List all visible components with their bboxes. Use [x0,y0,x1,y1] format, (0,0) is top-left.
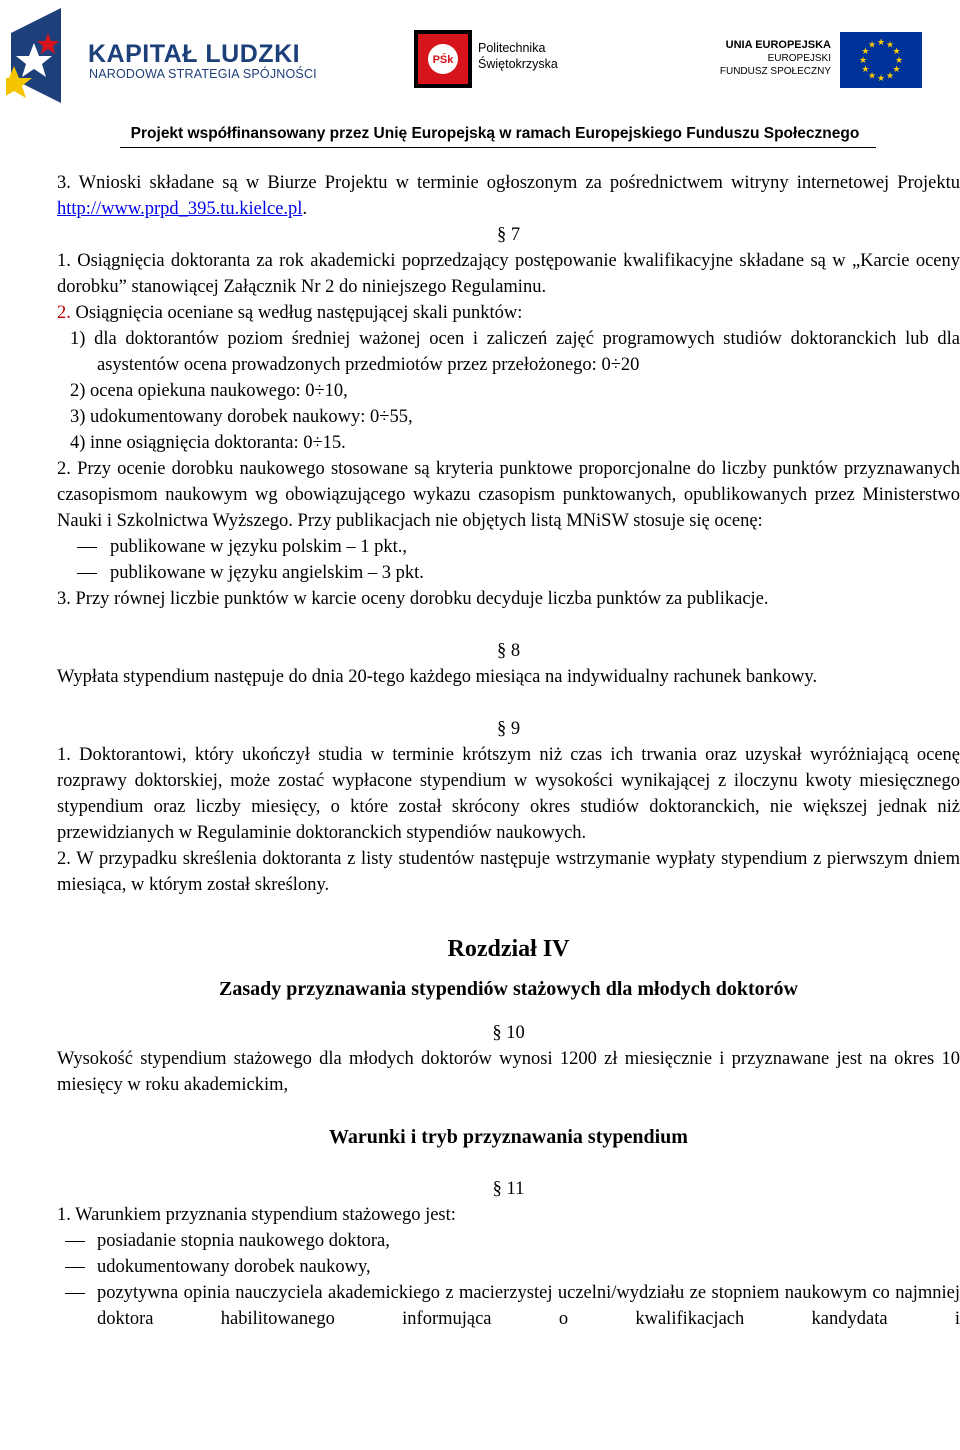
ue-text-block [700,39,831,78]
section-9-paragraph-2: 2. W przypadku skreślenia doktoranta z listy studentów następuje wstrzymanie wypłaty stypendium z pierwszym dniem miesiąca, w którym został skreślony. [57,849,960,895]
project-website-link[interactable]: http://www.prpd_395.tu.kielce.pl [57,199,303,219]
kapital-ludzki-subtitle: NARODOWA STRATEGIA SPÓJNOŚCI [89,67,317,81]
eu-star-icon: ★ [892,64,901,74]
dash-item: udokumentowany dorobek naukowy, [57,1254,960,1280]
eu-star-icon: ★ [885,70,895,81]
dash-item: publikowane w języku angielskim – 3 pkt. [57,560,960,586]
section-7-paragraph-2b: 2. Przy ocenie dorobku naukowego stosowane są kryteria punktowe proporcjonalne do liczby punktów przyznawanych czasopismom naukowym wg obowiązującego wykazu czasopism punktowanych, opublikowanych przez Ministerstwo Nauki i Szkolnictwa Wyższego. Przy publikacjach nie objętych listą MNiSW stosuje się ocenę: [57,459,960,531]
page-header [0,0,960,150]
section-8-paragraph: Wypłata stypendium następuje do dnia 20-tego każdego miesiąca na indywidualny rachunek bankowy. [57,667,818,687]
kapital-ludzki-logo-icon [6,8,76,103]
politechnika-name [478,40,558,72]
eu-star-icon: ★ [885,39,895,50]
chapter-subheading: Zasady przyznawania stypendiów stażowych dla młodych doktorów [219,978,798,1000]
text: 3. Wnioski składane są w Biurze Projektu w terminie ogłoszonym za pośrednictwem witryny internetowej Projektu [57,173,960,193]
conditions-subheading: Warunki i tryb przyznawania stypendium [329,1126,688,1148]
politechnika-line1: Politechnika [478,41,546,55]
section-11-heading: § 11 [492,1179,525,1199]
section-9-paragraph-1: 1. Doktorantowi, który ukończył studia w terminie krótszym niż czas ich trwania oraz uzyskał wyróżniającą ocenę rozprawy doktorskiej, może zostać wypłacone stypendium w wysokości wynikającej z iloczynu kwoty miesięcznego stypendium oraz liczby miesięcy, o które został skrócony okres studiów doktoranckich, nie większej jednak niż przewidzianych w Regulaminie doktoranckich stypendiów naukowych. [57,745,960,843]
paragraph-3-wnioski [57,170,960,222]
list-item: 1) dla doktorantów poziom średniej ważonej ocen i zaliczeń zajęć programowych studiów doktoranckich lub dla asystentów ocena prowadzonych przedmiotów przez przełożonego: 0÷20 [70,329,960,375]
eu-star-icon: ★ [894,55,904,65]
eu-star-icon: ★ [861,46,870,56]
text: . [302,199,308,219]
section-10-paragraph: Wysokość stypendium stażowego dla młodych doktorów wynosi 1200 zł miesięcznie i przyznawane jest na okres 10 miesięcy w roku akademickim, [57,1049,960,1095]
politechnika-logo-icon [414,30,472,88]
ue-line2: EUROPEJSKI [767,53,831,64]
dash-item: publikowane w języku polskim – 1 pkt., [57,534,960,560]
eu-star-icon: ★ [876,37,886,47]
project-cofinancing-line: Projekt współfinansowany przez Unię Europejską w ramach Europejskiego Funduszu Społecznego [130,125,860,142]
section-7-paragraph-3: 3. Przy równej liczbie punktów w karcie oceny dorobku decyduje liczba punktów za publikacje. [57,589,769,609]
chapter-heading: Rozdział IV [447,936,570,962]
text: Osiągnięcia oceniane są według następującej skali punktów: [70,303,523,323]
eu-star-icon: ★ [876,73,886,83]
dash-item: pozytywna opinia nauczyciela akademickiego z macierzystej uczelni/wydziału ze stopniem naukowym co najmniej doktora habilitowanego informująca o kwalifikacjach kandydata i [57,1280,960,1332]
ue-line1: UNIA EUROPEJSKA [725,39,831,51]
eu-flag-icon [840,32,922,88]
list-item: 3) udokumentowany dorobek naukowy: 0÷55, [70,407,413,427]
section-8-heading: § 8 [496,641,521,661]
eu-star-icon: ★ [892,46,901,56]
kapital-ludzki-title: KAPITAŁ LUDZKI [88,40,301,68]
section-11-paragraph-1: 1. Warunkiem przyznania stypendium stażowego jest: [57,1205,456,1225]
document-body [57,170,960,1332]
paragraph-number: 2. [57,303,71,323]
list-item: 4) inne osiągnięcia doktoranta: 0÷15. [70,433,346,453]
eu-star-icon: ★ [867,70,877,81]
politechnika-line2: Świętokrzyska [478,57,558,71]
section-10-heading: § 10 [492,1023,525,1043]
eu-star-icon: ★ [861,64,870,74]
eu-star-icon: ★ [858,55,868,65]
politechnika-badge: PŚk [432,54,454,66]
eu-star-icon: ★ [867,39,877,50]
list-item: 2) ocena opiekuna naukowego: 0÷10, [70,381,348,401]
section-7-paragraph-1: 1. Osiągnięcia doktoranta za rok akademicki poprzedzający postępowanie kwalifikacyjne składane są w „Karcie oceny dorobku” stanowiącej Załącznik Nr 2 do niniejszego Regulaminu. [57,251,960,297]
section-7-paragraph-2 [57,300,960,326]
ue-line3: FUNDUSZ SPOŁECZNY [719,66,831,77]
dash-item: posiadanie stopnia naukowego doktora, [57,1228,960,1254]
section-7-heading: § 7 [496,225,521,245]
header-divider [120,147,876,148]
section-9-heading: § 9 [496,719,521,739]
